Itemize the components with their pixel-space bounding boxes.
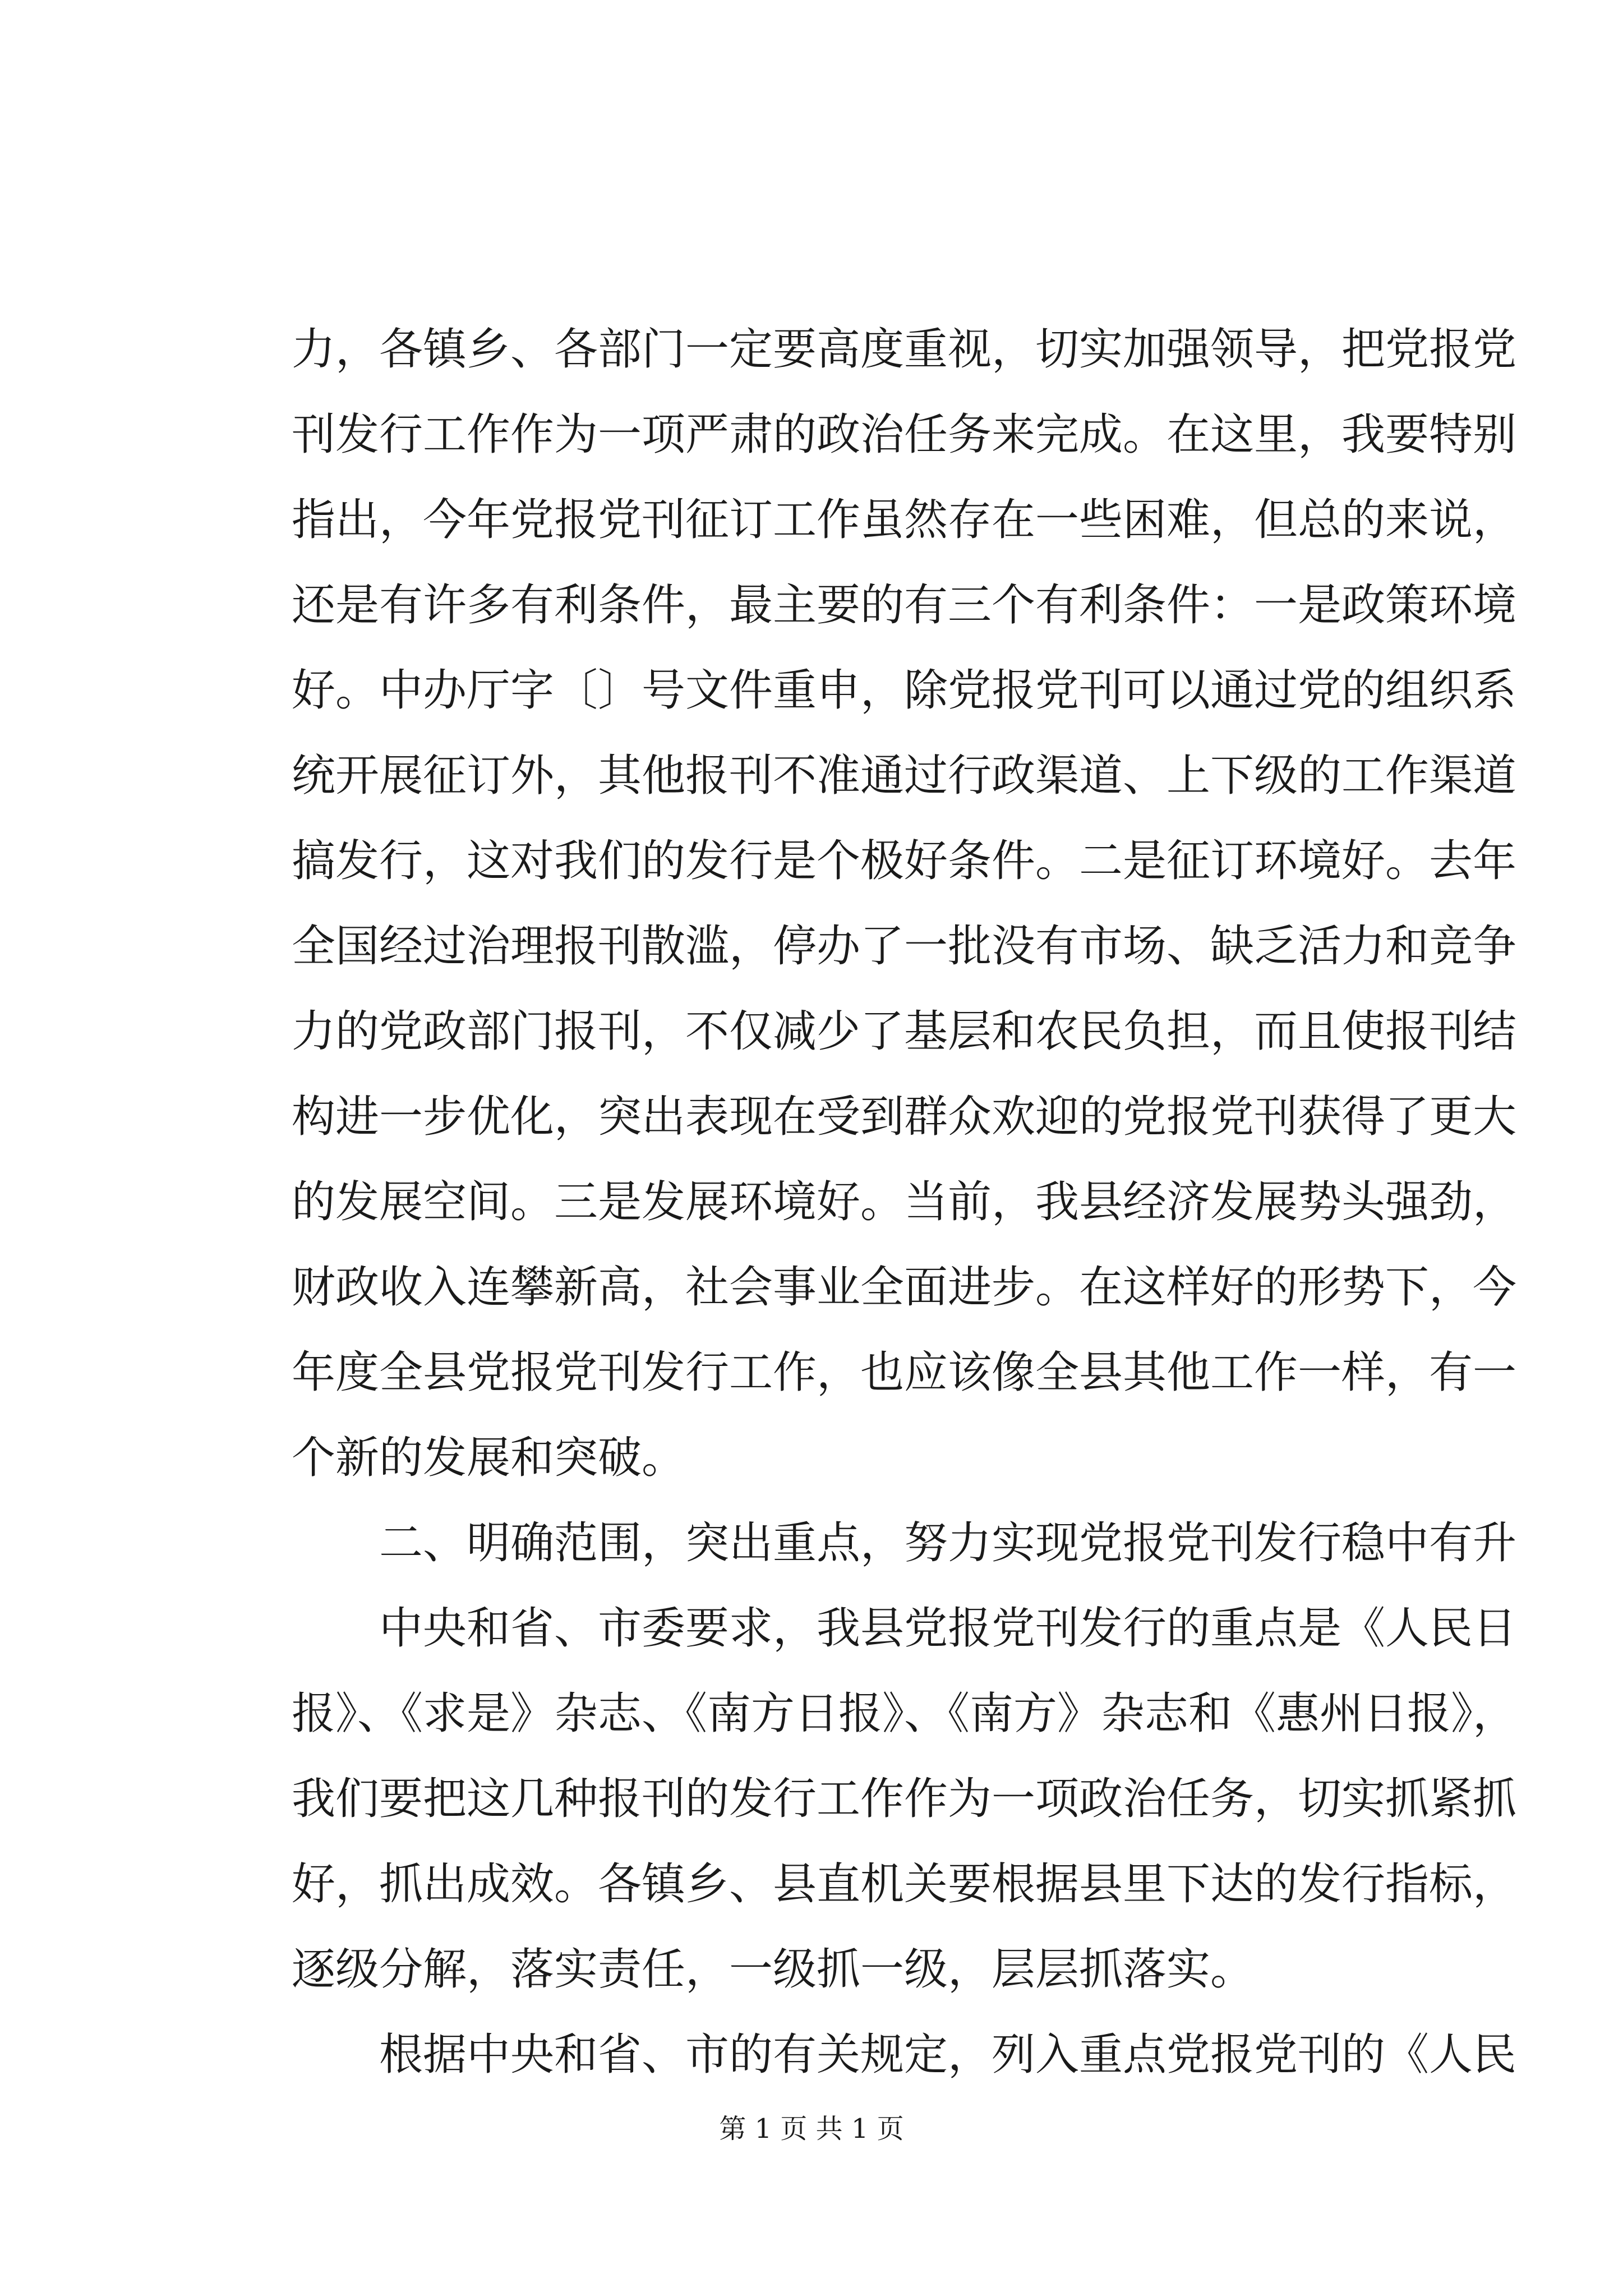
paragraph-line: 好。中办厅字〔〕号文件重申，除党报党刊可以通过党的组织系: [292, 665, 1517, 716]
paragraph-line: 我们要把这几种报刊的发行工作作为一项政治任务，切实抓紧抓: [292, 1774, 1517, 1824]
paragraph-line: 财政收入连攀新高，社会事业全面进步。在这样好的形势下，今: [292, 1262, 1517, 1313]
page-footer: 第 1 页 共 1 页: [719, 2113, 904, 2145]
paragraph-line: 力的党政部门报刊，不仅减少了基层和农民负担，而且使报刊结: [292, 1006, 1517, 1057]
paragraph-line: 统开展征订外，其他报刊不准通过行政渠道、上下级的工作渠道: [292, 751, 1517, 801]
paragraph-line: 年度全县党报党刊发行工作，也应该像全县其他工作一样，有一: [292, 1347, 1517, 1398]
paragraph-line: 构进一步优化，突出表现在受到群众欢迎的党报党刊获得了更大: [292, 1092, 1517, 1142]
paragraph-line: 个新的发展和突破。: [292, 1433, 686, 1483]
paragraph-line: 的发展空间。三是发展环境好。当前，我县经济发展势头强劲，: [292, 1177, 1517, 1227]
paragraph-line: 逐级分解，落实责任，一级抓一级，层层抓落实。: [292, 1944, 1255, 1995]
paragraph-line: 还是有许多有利条件，最主要的有三个有利条件：一是政策环境: [292, 580, 1517, 631]
paragraph-line: 报》、《求是》杂志、《南方日报》、《南方》杂志和《惠州日报》，: [292, 1688, 1517, 1739]
paragraph-line: 中央和省、市委要求，我县党报党刊发行的重点是《人民日: [292, 1603, 1517, 1654]
paragraph-line: 指出，今年党报党刊征订工作虽然存在一些困难，但总的来说，: [292, 495, 1517, 545]
paragraph-line: 刊发行工作作为一项严肃的政治任务来完成。在这里，我要特别: [292, 409, 1517, 460]
paragraph-line: 根据中央和省、市的有关规定，列入重点党报党刊的《人民: [292, 2030, 1517, 2080]
paragraph-line: 搞发行，这对我们的发行是个极好条件。二是征订环境好。去年: [292, 836, 1517, 886]
paragraph-line: 力，各镇乡、各部门一定要高度重视，切实加强领导，把党报党: [292, 324, 1517, 375]
section-heading: 二、明确范围，突出重点，努力实现党报党刊发行稳中有升: [292, 1518, 1517, 1568]
paragraph-line: 全国经过治理报刊散滥，停办了一批没有市场、缺乏活力和竞争: [292, 921, 1517, 972]
paragraph-line: 好，抓出成效。各镇乡、县直机关要根据县里下达的发行指标，: [292, 1859, 1517, 1910]
